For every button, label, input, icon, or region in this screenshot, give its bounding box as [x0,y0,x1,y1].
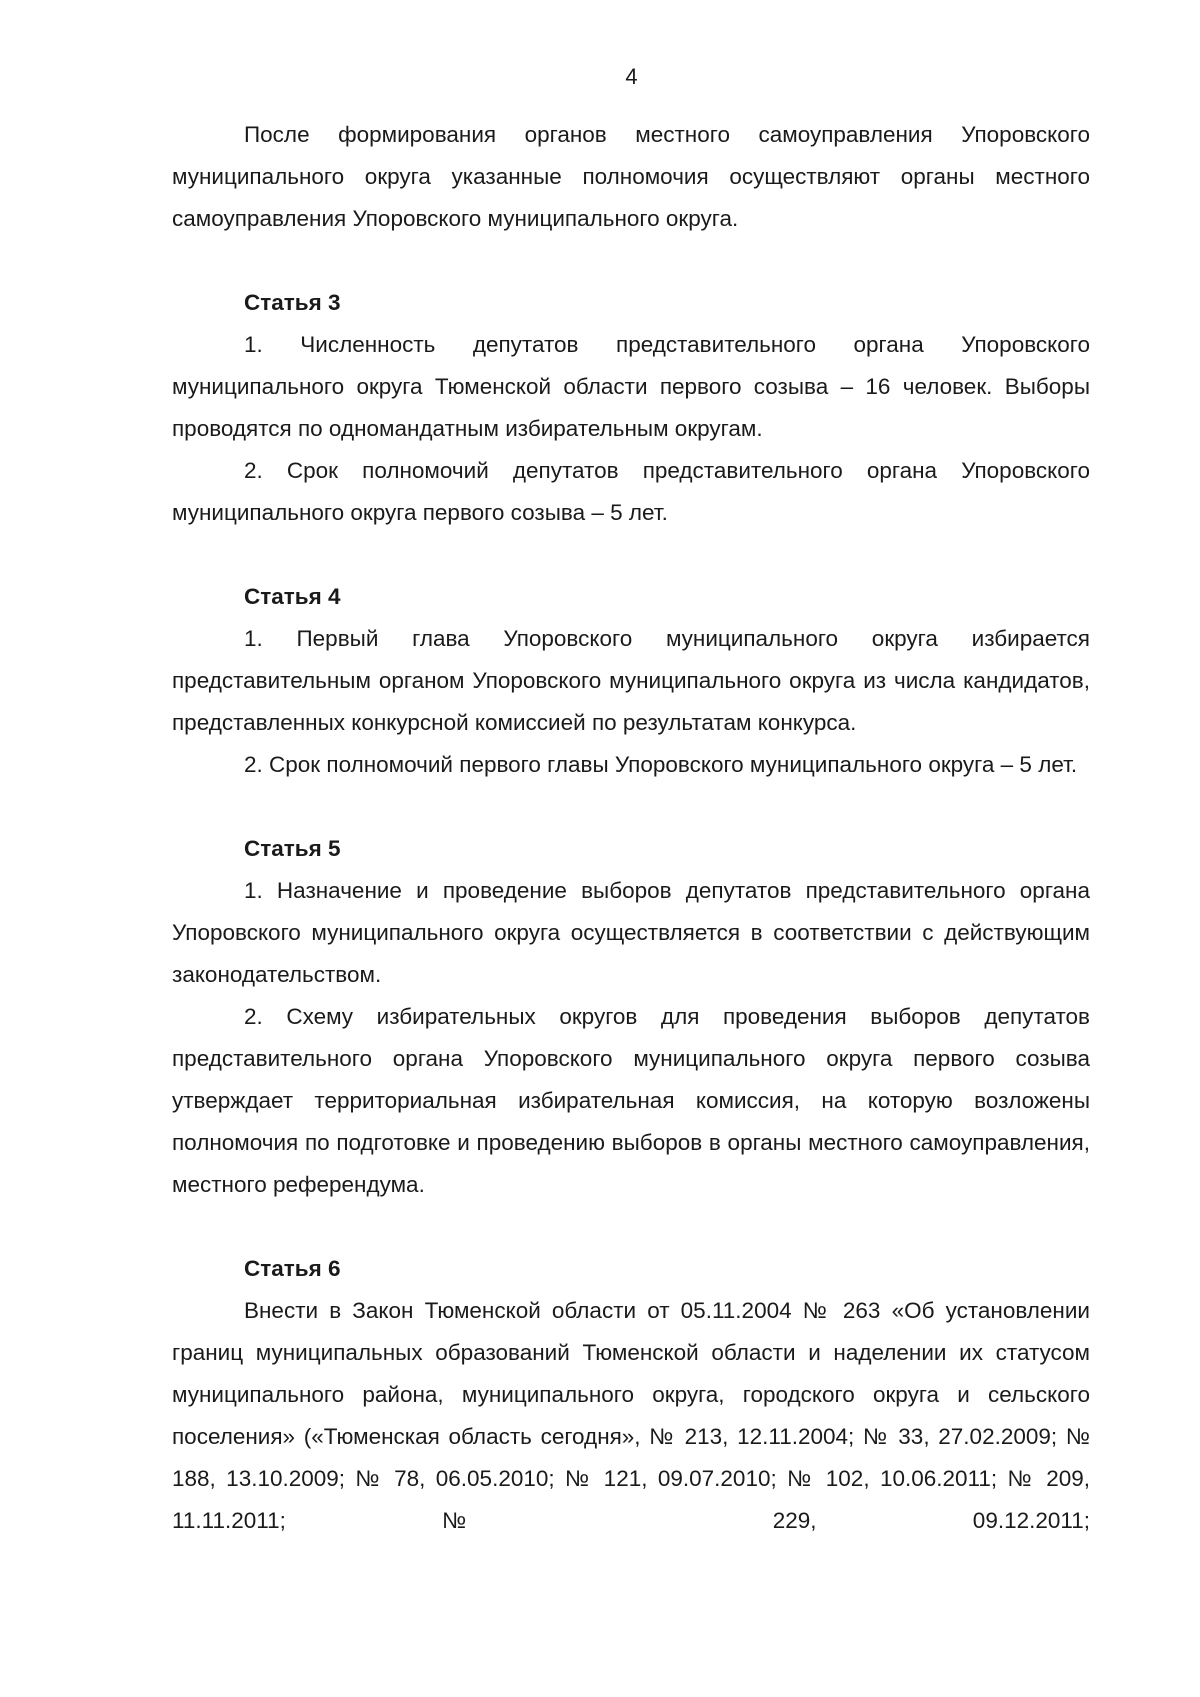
article-paragraph: 1. Назначение и проведение выборов депутатов представительного органа Упоровского муниципального округа осуществляется в соответствии с действующим законодательством. [172,878,1090,987]
article-heading: Статья 5 [244,836,341,861]
article-paragraph: 2. Схему избирательных округов для проведения выборов депутатов представительного органа Упоровского муниципального округа первого созыва утверждает территориальная избирательная комиссия, на которую возложены полномочия по подготовке и проведению выборов в органы местного самоуправления, местного референдума. [172,1004,1090,1197]
article-5 [172,828,1090,1206]
article-paragraph: 1. Численность депутатов представительного органа Упоровского муниципального округа Тюменской области первого созыва – 16 человек. Выборы проводятся по одномандатным избирательным округам. [172,332,1090,441]
article-3 [172,282,1090,534]
page-number: 4 [625,64,638,89]
article-6 [172,1248,1090,1542]
article-paragraph: Внести в Закон Тюменской области от 05.11.2004 № 263 «Об установлении границ муниципальных образований Тюменской области и наделении их статусом муниципального района, муниципального округа, городского округа и сельского поселения» («Тюменская область сегодня», № 213, 12.11.2004; № 33, 27.02.2009; № 188, 13.10.2009; № 78, 06.05.2010; № 121, 09.07.2010; № 102, 10.06.2011; № 209, 11.11.2011; № 229, 09.12.2011; [172,1298,1090,1533]
article-heading: Статья 4 [244,584,341,609]
article-paragraph: 2. Срок полномочий депутатов представительного органа Упоровского муниципального округа первого созыва – 5 лет. [172,458,1090,525]
intro-paragraph: После формирования органов местного самоуправления Упоровского муниципального округа указанные полномочия осуществляют органы местного самоуправления Упоровского муниципального округа. [172,122,1090,231]
spacer [172,786,1090,828]
article-4 [172,576,1090,786]
spacer [172,240,1090,282]
article-paragraph: 2. Срок полномочий первого главы Упоровского муниципального округа – 5 лет. [244,752,1078,777]
article-heading: Статья 6 [244,1256,341,1281]
article-paragraph: 1. Первый глава Упоровского муниципального округа избирается представительным органом Упоровского муниципального округа из числа кандидатов, представленных конкурсной комиссией по результатам конкурса. [172,626,1090,735]
spacer [172,1206,1090,1248]
spacer [172,534,1090,576]
article-heading: Статья 3 [244,290,341,315]
document-body [172,114,1090,1542]
